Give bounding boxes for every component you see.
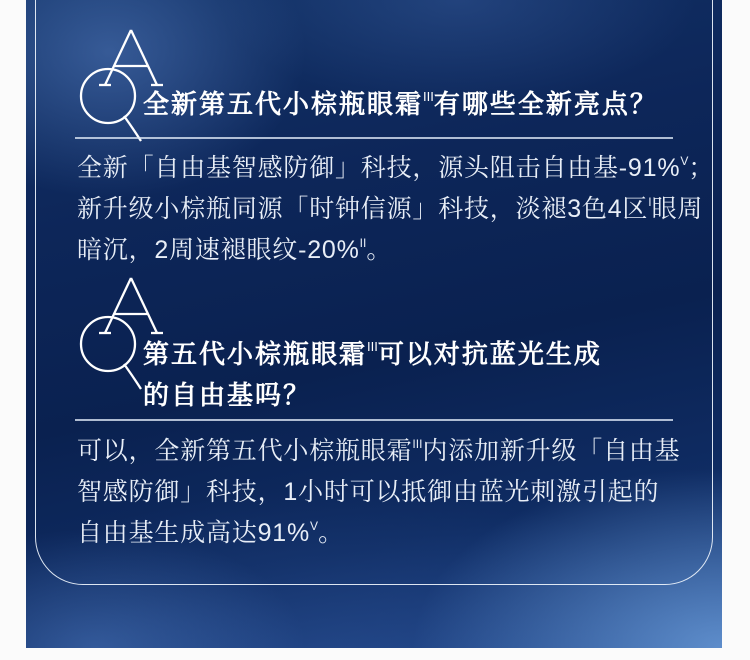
content-panel (26, 0, 722, 648)
question-1-line: 全新第五代小棕瓶眼霜$^{III}$有哪些全新亮点？ (143, 89, 658, 119)
question-2-line-2: 的自由基吗？ (143, 380, 312, 410)
answer-1-text (77, 148, 715, 271)
answer-1-line-1: 全新「自由基智感防御」科技，源头阻击自由基-91%$^V$； (77, 153, 715, 182)
answer-2-text (77, 431, 687, 554)
answer-1-line-3: 暗沉，2周速褪眼纹-20%$^{II}$。 (77, 235, 393, 264)
question-1-text (143, 84, 658, 125)
divider-line-2 (75, 419, 673, 421)
divider-line-1 (75, 137, 673, 139)
answer-1-line-2: 新升级小棕瓶同源「时钟信源」科技，淡褪3色4区$^I$眼周 (77, 194, 704, 223)
question-2-text (143, 334, 602, 416)
question-2-line-1: 第五代小棕瓶眼霜$^{III}$可以对抗蓝光生成 (143, 339, 602, 369)
answer-2-line-3: 自由基生成高达91%$^V$。 (77, 518, 344, 547)
answer-2-line-1: 可以，全新第五代小棕瓶眼霜$^{III}$内添加新升级「自由基 (77, 436, 681, 465)
answer-2-line-2: 智感防御」科技，1小时可以抵御由蓝光刺激引起的 (77, 478, 660, 506)
